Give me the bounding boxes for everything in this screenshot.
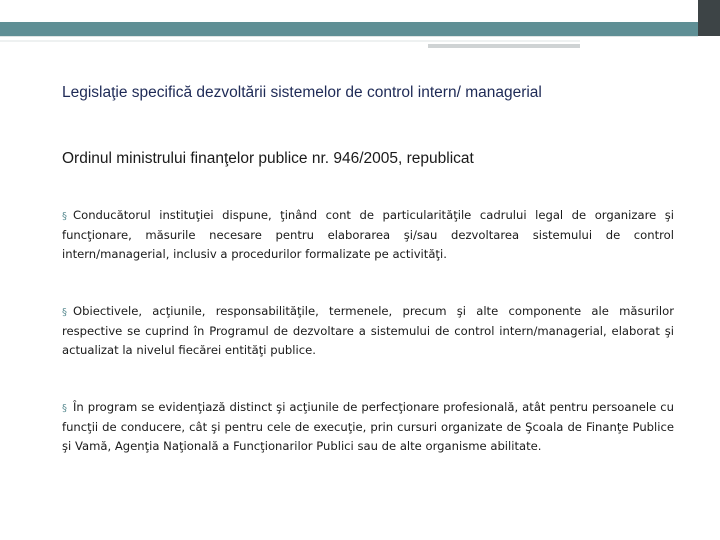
header-top-band: [0, 0, 698, 22]
header-accent-block: [428, 44, 580, 48]
square-bullet-icon: §: [62, 211, 67, 222]
header-corner-block: [698, 0, 720, 36]
slide-title: Legislaţie specifică dezvoltării sistemelor de control intern/ managerial: [62, 84, 542, 101]
paragraph-text: Conducătorul instituţiei dispune, ţinând cont de particularităţile cadrului legal de organizare şi funcţionare, măsurile necesare pentru elaborarea şi/sau dezvoltarea sistemului de control intern/managerial, inclusiv a procedurilor formalizate pe activităţi.: [62, 208, 674, 261]
slide-subtitle: Ordinul ministrului finanţelor publice nr. 946/2005, republicat: [62, 150, 474, 167]
bullet-paragraph-2: [62, 302, 674, 360]
slide-header-bar: [0, 0, 720, 36]
header-teal-band: [0, 22, 698, 36]
square-bullet-icon: §: [62, 403, 67, 414]
header-accent-line: [0, 40, 580, 42]
bullet-paragraph-1: [62, 206, 674, 264]
square-bullet-icon: §: [62, 307, 67, 318]
bullet-paragraph-3: [62, 398, 674, 456]
header-divider: [0, 36, 698, 37]
paragraph-text: Obiectivele, acţiunile, responsabilităţile, termenele, precum şi alte componente ale măsurilor respective se cuprind în Programul de dezvoltare a sistemului de control intern/managerial, elaborat şi actualizat la nivelul fiecărei entităţi publice.: [62, 304, 674, 357]
paragraph-text: În program se evidenţiază distinct şi acţiunile de perfecţionare profesională, atât pentru persoanele cu funcţii de conducere, cât şi pentru cele de execuţie, prin cursuri organizate de Şcoala de Finanţe Publice şi Vamă, Agenţia Naţională a Funcţionarilor Publici sau de alte organisme abilitate.: [62, 400, 674, 453]
